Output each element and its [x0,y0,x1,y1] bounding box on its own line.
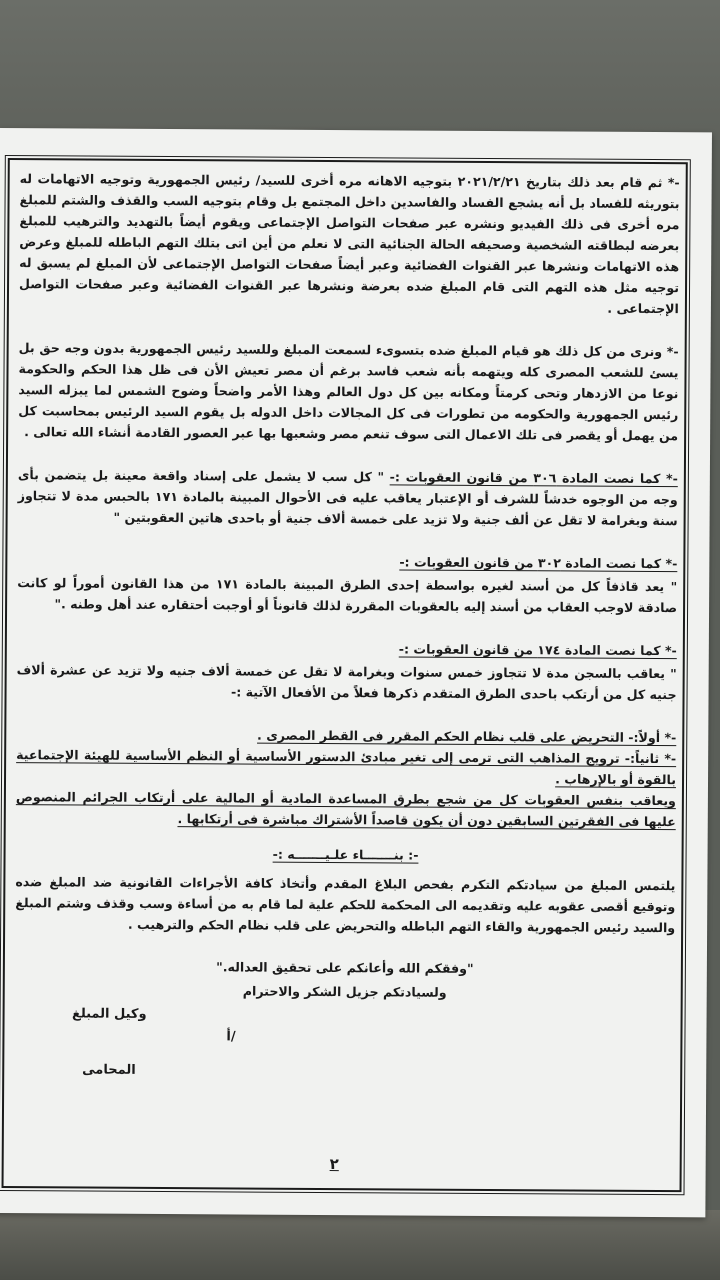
article-174-heading: -* كما نصت المادة ١٧٤ من قانون العقوبات :- [398,641,677,659]
item-first: -* أولاً:- التحريض على قلب نظام الحكم المقرر فى القطر المصرى . [257,727,677,746]
closing-thanks: ولسيادتكم جزيل الشكر والاحترام [242,983,447,1000]
article-302-text: " يعد قاذفاً كل من أسند لغيره بواسطة إحدى الطرق المبينة بالمادة ١٧١ من هذا القانون أموراً لو كانت صادقة لاوجب العقاب من أسند إليه بالعقوبات المقررة لذلك قانوناً أو أوجبت أحتقاره عند أهل وطنه ." [17,575,678,616]
paragraph-1: -* ثم قام بعد ذلك بتاريخ ٢٠٢١/٢/٢١ بتوجيه الاهانه مره أخرى للسيد/ رئيس الجمهورية وتوجيه الاتهامات له بتوريثه للفساد بل أنه يشجع الفساد والفاسدين داخل المجتمع بل وقام بتوجيه السب والقذف والشتم للمبلغ مره أخرى فى ذلك الفيديو ونشره عبر صفحات التواصل الإجتماعى ويقوم أيضاً بالتهديد والترهيب للمبلغ بعرضه لبطاقته الشخصية وصحيفه الحالة الجنائية التى لا نعلم من أين اتى بتلك التهم الباطله للمبلغ وعرض هذه الاتهامات ونشرها عبر القنوات الفضائية وعبر أيضاً صفحات التواصل الإجتماعى لأن المبلغ لم يسبق له توجيه مثل هذه التهم التى قام المبلغ ضده بعرضة ونشرها عبر القنوات الفضائية وعبر صفحات التواصل الإجتماعى . [19,171,680,317]
paragraph-2: -* ونرى من كل ذلك هو قيام المبلغ ضده بتسوىء لسمعت المبلغ وللسيد رئيس الجمهورية بدون وجه حق بل يسئ للشعب المصرى كله ويتهمه بأنه شعب فاسد برغم أن مصر تعيش الأن فى ظل هذا الحكم والحكومة نوعا من الازدهار وتحى كرمتاً ومكانه بين كل دول العالم وهذا الأمر واضحاً وضوح الشمس لما يبزله السيد رئيس الجمهورية والحكومه من تطورات فى كل المجالات داخل الدوله بل يقوم السيد الرئيس بمحاسبت كل من يهمل أو يقصر فى تلك الاعمال التى سوف تنعم مصر وشعبها بها عبر العصور القادمة أنشاء الله تعالى . [18,340,679,444]
article-306-section [18,464,678,531]
closing-block [15,954,675,1006]
page-number: ٢ [329,1155,339,1174]
item-third: ويعاقب بنفس العقوبات كل من شجع بطرق المساعدة المادية أو المالية على أرتكاب الجرائم المنصوص عليها فى الفقرتين السابقين دون أن يكون قاصداً الأشتراك مباشرة فى أرتكابها . [15,789,676,830]
request-paragraph: يلتمس المبلغ من سيادتكم التكرم بفحص البلاغ المقدم وأتخاذ كافة الأجراءات القانونية ضد المبلغ ضده وتوقيع أقصى عقوبه عليه وتقديمه الى المحكمة للحكم علية لما قام به من أساءة وسب وقذف وشتم المبلغ والسيد رئيس الجمهورية والقاء التهم الباطله والتحريض على قلب نظام الحكم والترهيب . [15,874,676,936]
signature-mark: أ/ [226,1029,236,1045]
signature-role: المحامى [82,1062,136,1078]
bina-heading: -: بنـــــــاء علـيـــــــه :- [272,846,419,863]
signature-block [72,1000,147,1084]
article-302-heading: -* كما نصت المادة ٣٠٢ من قانون العقوبات :- [399,554,678,572]
document-page [0,128,712,1217]
article-174-text: " يعاقب بالسجن مدة لا تتجاوز خمس سنوات وبغرامة لا تقل عن خمسة ألاف جنيه ولا تزيد عن عشرة ألاف جنيه كل من أرتكب باحدى الطرق المتقدم ذكرها فعلاً من الأفعال الآتية :- [16,662,677,703]
signature-title: وكيل المبلغ [71,1006,147,1022]
item-second: -* ثانياً:- ترويج المذاهب التى ترمى إلى تغير مبادئ الدستور الأساسية أو النظم الأساسية للهيئة الإجتماعية بالقوة أو بالإرهاب . [16,747,677,788]
background-wall [0,0,720,140]
article-174-items [16,723,677,832]
article-306-text: -* كما نصت المادة ٣٠٦ من قانون العقوبات :- " كل سب لا يشمل على إسناد واقعة معينة بل يتضمن بأى وجه من الوجوه خدشاً للشرف أو الإعتبار يعاقب عليه فى الأحوال المبينة بالمادة ١٧١ بالحبس مدة لا تتجاوز سنة وبغرامة لا تقل عن ألف جنية ولا تزيد على خمسة ألاف جنية أو باحدى هاتين العقوبتين " [17,467,678,529]
article-174-section [16,636,676,705]
article-306-heading: -* كما نصت المادة ٣٠٦ من قانون العقوبات :- [389,469,678,487]
article-302-section [17,549,677,618]
background-floor [0,1210,720,1280]
closing-prayer: "وفقكم الله وأعانكم على تحقيق العداله." [216,959,474,976]
document-body [15,168,680,1006]
